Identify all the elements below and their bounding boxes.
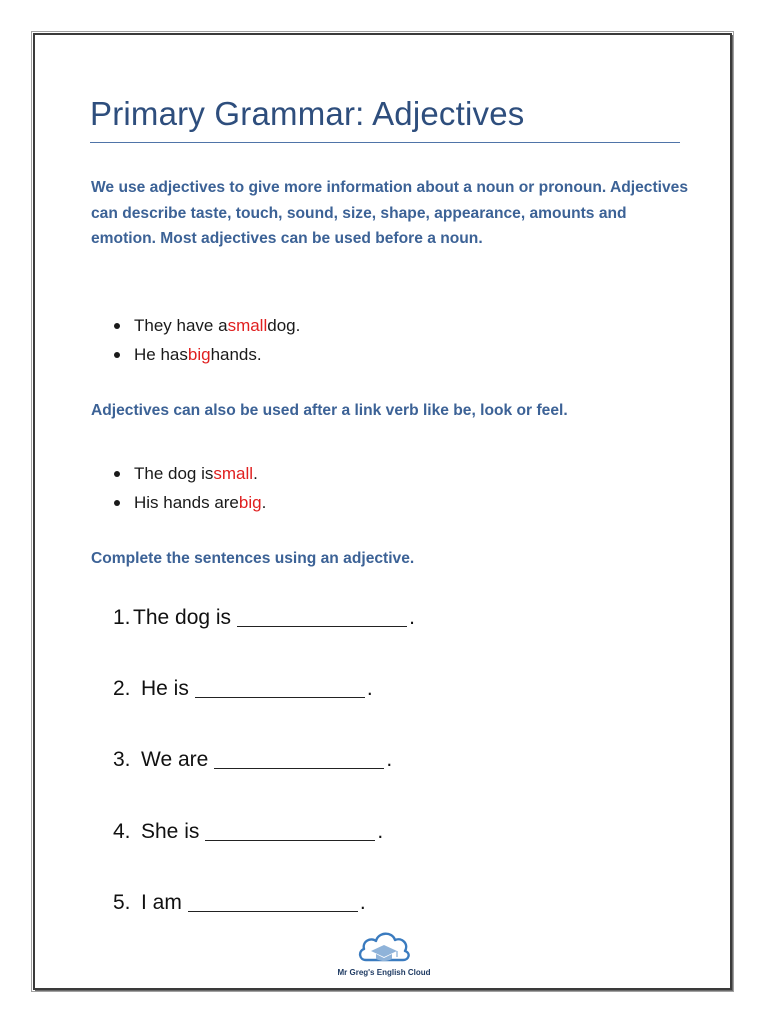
example-adjective: small: [213, 464, 254, 483]
answer-blank[interactable]: [205, 839, 375, 841]
bullet-icon: [114, 500, 120, 506]
exercise-instruction: Complete the sentences using an adjective.: [91, 550, 415, 567]
exercise-text: She is: [141, 820, 200, 843]
logo: [334, 924, 434, 984]
list-item: [110, 459, 266, 488]
example-adjective: big: [187, 345, 211, 364]
example-pre: They have a: [134, 316, 228, 335]
example-adjective: big: [238, 493, 262, 512]
list-item: [110, 311, 300, 340]
bullet-icon: [114, 323, 120, 329]
examples-after-link-verb: [110, 459, 266, 517]
title-underline: [90, 142, 680, 143]
page-title: Primary Grammar: Adjectives: [90, 95, 525, 132]
exercise-end: .: [366, 677, 373, 700]
example-post: dog.: [267, 316, 301, 335]
exercise-number: 4.: [113, 820, 131, 843]
example-pre: He has: [134, 345, 188, 364]
exercise-end: .: [386, 748, 393, 771]
exercise-end: .: [409, 606, 415, 629]
exercise-end: .: [377, 820, 384, 843]
example-pre: The dog is: [134, 464, 214, 483]
exercise-text: He is: [141, 677, 189, 700]
exercise-item-4: [113, 820, 383, 844]
link-verb-note: Adjectives can also be used after a link verb like be, look or feel.: [91, 402, 568, 419]
example-pre: His hands are: [134, 493, 239, 512]
example-post: .: [253, 464, 258, 483]
exercise-number: 1.: [113, 606, 131, 629]
exercise-end: .: [359, 891, 366, 914]
exercise-number: 5.: [113, 891, 131, 914]
answer-blank[interactable]: [237, 625, 407, 627]
bullet-icon: [114, 352, 120, 358]
exercise-number: 2.: [113, 677, 131, 700]
answer-blank[interactable]: [188, 910, 358, 912]
example-post: hands.: [210, 345, 262, 364]
exercise-text: The dog is: [133, 606, 232, 629]
cloud-graduation-cap-icon: [356, 924, 412, 966]
list-item: [110, 340, 300, 369]
exercise-item-5: [113, 891, 366, 915]
examples-before-noun: [110, 311, 300, 369]
example-adjective: small: [227, 316, 268, 335]
exercise-number: 3.: [113, 748, 131, 771]
intro-paragraph: We use adjectives to give more information about a noun or pronoun. Adjectives can describe taste, touch, sound, size, shape, appearance, amounts and emotion. Most adjectives can be used before a noun.: [91, 179, 688, 247]
answer-blank[interactable]: [214, 767, 384, 769]
exercise-item-1: [113, 606, 415, 630]
answer-blank[interactable]: [195, 696, 365, 698]
exercise-text: We are: [141, 748, 209, 771]
bullet-icon: [114, 471, 120, 477]
exercise-item-2: [113, 677, 373, 701]
list-item: [110, 488, 266, 517]
exercise-text: I am: [141, 891, 182, 914]
exercise-item-3: [113, 748, 392, 772]
logo-text: Mr Greg's English Cloud: [337, 968, 431, 977]
example-post: .: [261, 493, 267, 512]
